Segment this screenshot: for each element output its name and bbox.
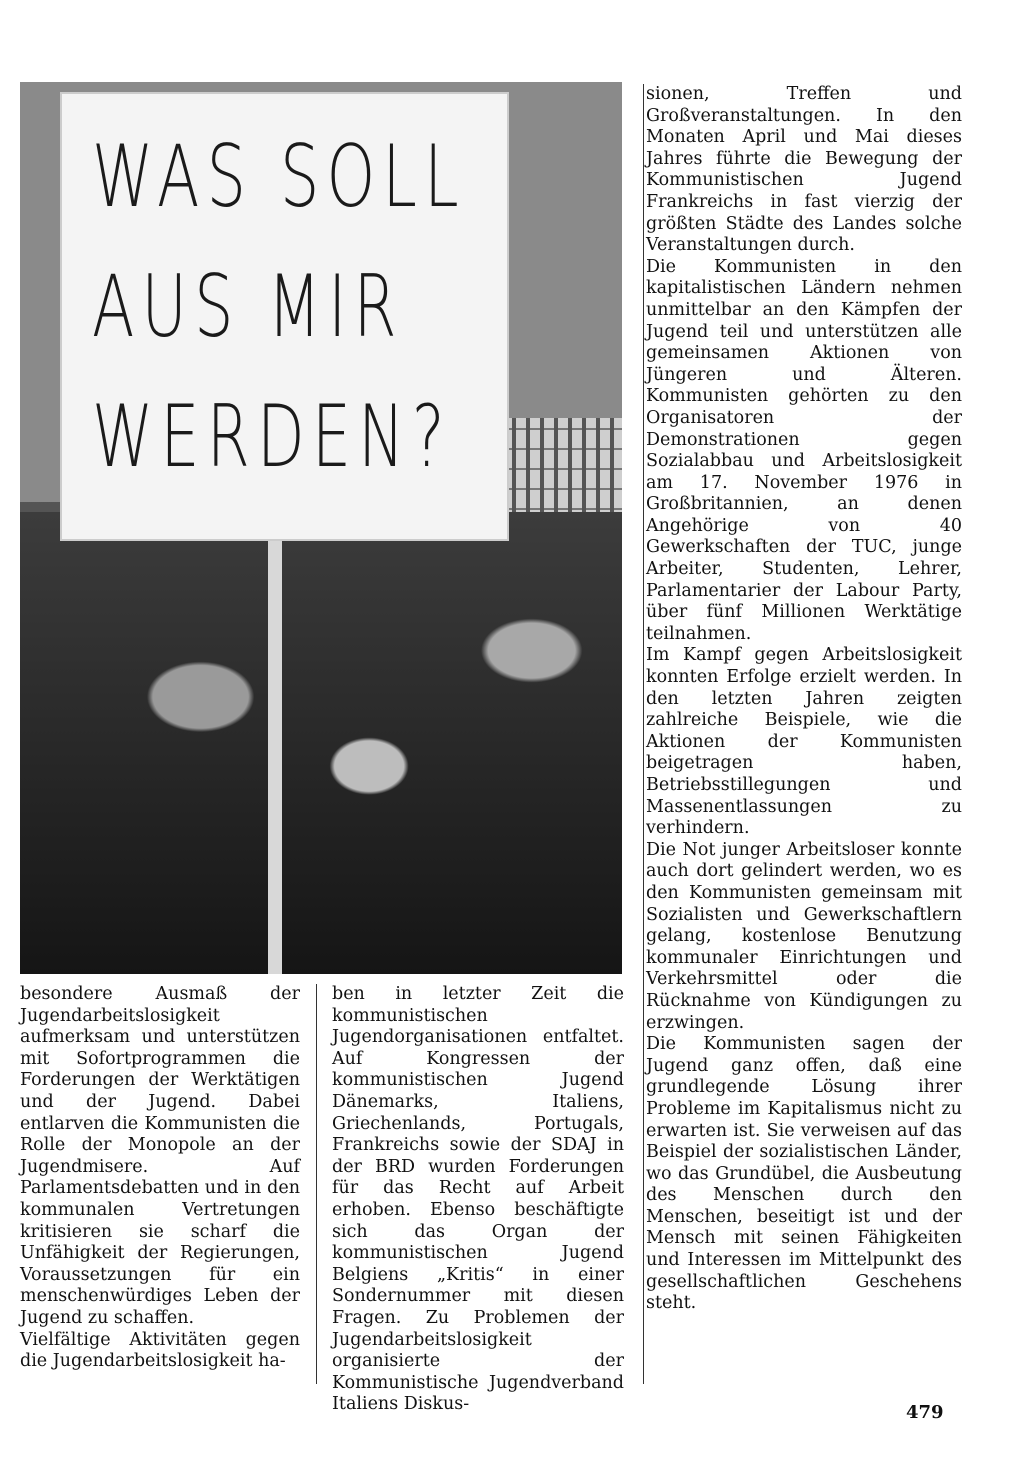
right-paragraph-4: Die Not junger Arbeitsloser konnte auch dort gelindert werden, wo es den Kommunisten gemeinsam mit Sozialisten und Gewerkschaftlern gelang, kostenlose Benutzung kommunaler Einrichtungen und Verkehrsmittel oder die Rücknahme von Kündigungen zu erzwingen. — [646, 839, 962, 1033]
demonstration-photo — [20, 82, 622, 974]
middle-column — [332, 984, 624, 1416]
right-paragraph-2: Die Kommunisten in den kapitalistischen Ländern nehmen unmittelbar an den Kämpfen der Jugend teil und unterstützen alle gemeinsamen Aktionen von Jüngeren und Älteren. Kommunisten gehörten zu den Organisatoren der Demonstrationen gegen Sozialabbau und Arbeitslosigkeit am 17. November 1976 in Großbritannien, an denen Angehörige von 40 Gewerkschaften der TUC, junge Arbeiter, Studenten, Lehrer, Parlamentarier der Labour Party, über fünf Millionen Werktätige teilnahmen. — [646, 256, 962, 644]
right-paragraph-1: sionen, Treffen und Großveranstaltungen. In den Monaten April und Mai dieses Jahres führte die Bewegung der Kommunistischen Jugend Frankreichs in fast vierzig der größten Städte des Landes solche Veranstaltungen durch. — [646, 84, 962, 256]
protest-sign — [60, 92, 509, 541]
left-column — [20, 984, 300, 1373]
photo-crowd — [20, 512, 622, 974]
left-paragraph-2: Vielfältige Aktivitäten gegen die Jugendarbeitslosigkeit ha- — [20, 1329, 300, 1372]
right-column — [646, 84, 962, 1315]
middle-paragraph-1: ben in letzter Zeit die kommunistischen Jugendorganisationen entfaltet. Auf Kongressen der kommunistischen Jugend Dänemarks, Italiens, Griechenlands, Portugals, Frankreichs sowie der SDAJ in der BRD wurden Forderungen für das Recht auf Arbeit erhoben. Ebenso beschäftigte sich das Organ der kommunistischen Jugend Belgiens „Kritis“ in einer Sondernummer mit diesen Fragen. Zu Problemen der Jugendarbeitslosigkeit organisierte der Kommunistische Jugendverband Italiens Diskus- — [332, 984, 624, 1415]
sign-line-3: WERDEN? — [92, 387, 452, 487]
page-number: 479 — [906, 1402, 944, 1423]
sign-line-2: AUS MIR — [92, 257, 404, 357]
right-paragraph-3: Im Kampf gegen Arbeitslosigkeit konnten Erfolge erzielt werden. In den letzten Jahren zeigten zahlreiche Beispiele, wie die Aktionen der Kommunisten beigetragen haben, Betriebsstillegungen und Massenentlassungen zu verhindern. — [646, 645, 962, 839]
left-paragraph-1: besondere Ausmaß der Jugendarbeitslosigkeit aufmerksam und unterstützen mit Sofortprogrammen die Forderungen der Werktätigen und der Jugend. Dabei entlarven die Kommunisten die Rolle der Monopole an der Jugendmisere. Auf Parlamentsdebatten und in den kommunalen Vertretungen kritisieren sie scharf die Unfähigkeit der Regierungen, Voraussetzungen für ein menschenwürdiges Leben der Jugend zu schaffen. — [20, 984, 300, 1328]
column-rule-right — [643, 84, 644, 1384]
sign-line-1: WAS SOLL — [92, 127, 466, 227]
sign-pole — [268, 537, 282, 974]
column-rule-left — [316, 984, 317, 1384]
right-paragraph-5: Die Kommunisten sagen der Jugend ganz offen, daß eine grundlegende Lösung ihrer Probleme im Kapitalismus nicht zu erwarten ist. Sie verweisen auf das Beispiel der sozialistischen Länder, wo das Grundübel, die Ausbeutung des Menschen durch den Menschen, beseitigt ist und der Mensch mit seinen Fähigkeiten und Interessen im Mittelpunkt des gesellschaftlichen Geschehens steht. — [646, 1034, 962, 1314]
